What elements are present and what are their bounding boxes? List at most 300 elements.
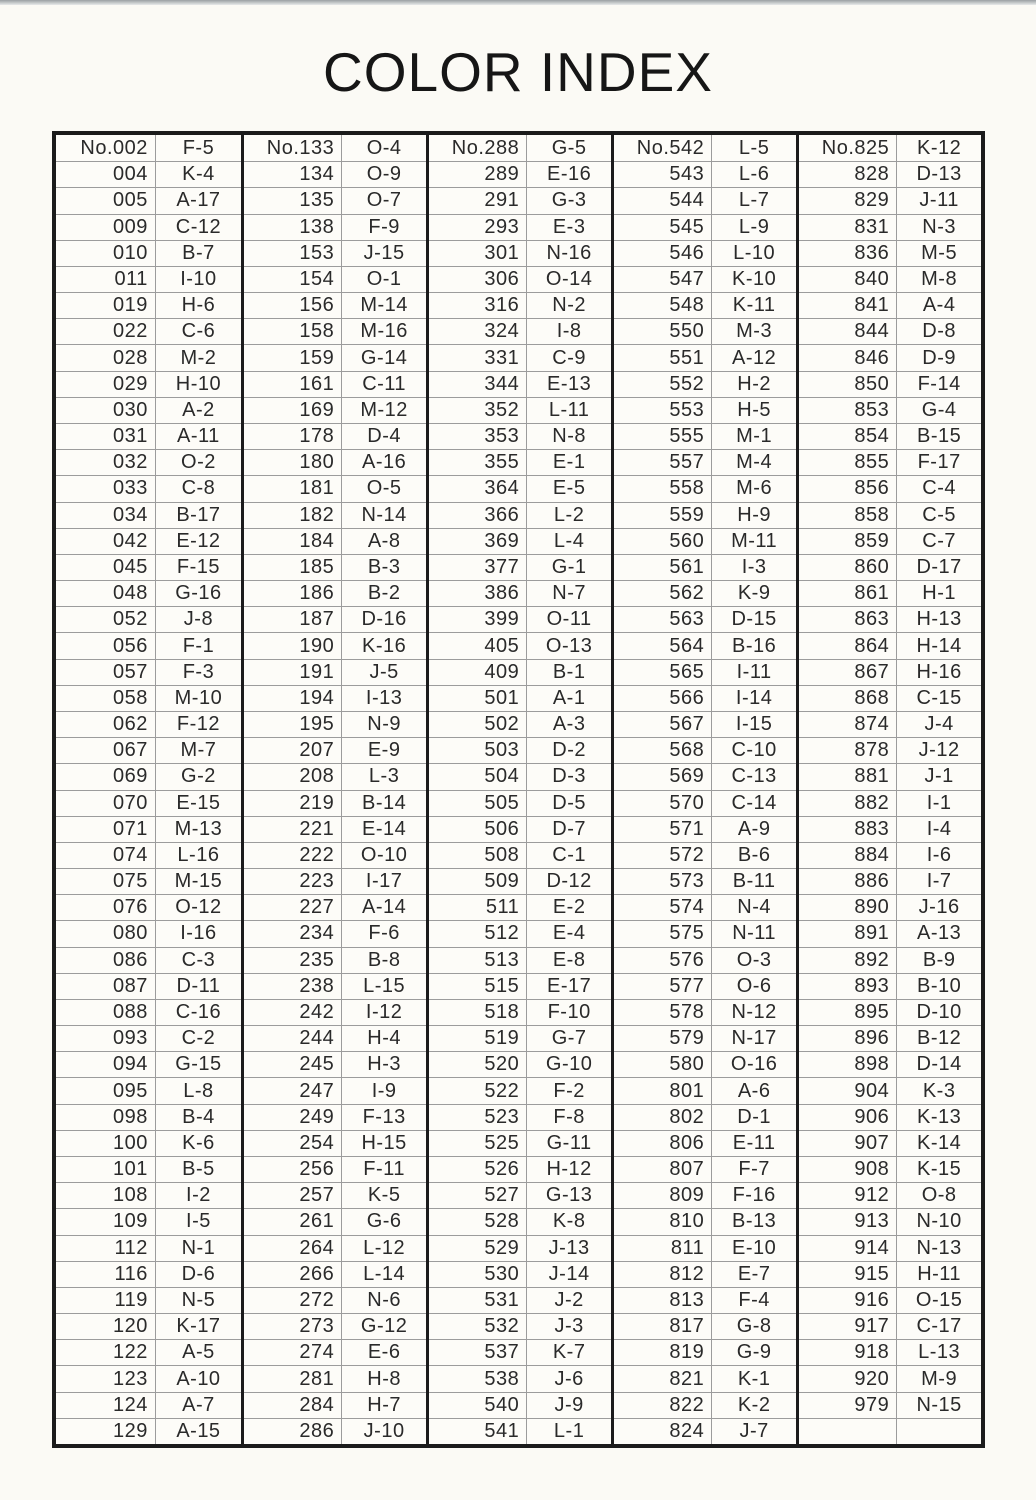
color-number-cell: 836 xyxy=(799,241,897,266)
table-row xyxy=(244,1208,426,1234)
table-row xyxy=(799,1313,981,1339)
table-row xyxy=(244,1261,426,1287)
color-code-cell: N-6 xyxy=(367,1289,401,1311)
color-number-cell: 913 xyxy=(799,1209,897,1234)
color-code-cell: O-11 xyxy=(546,608,592,631)
color-number-cell: 094 xyxy=(56,1052,156,1077)
color-number-cell: 011 xyxy=(56,267,156,292)
table-row xyxy=(429,894,611,920)
color-code-cell: A-2 xyxy=(182,398,215,421)
color-number-cell: 817 xyxy=(614,1314,712,1339)
color-code-cell: K-3 xyxy=(922,1079,956,1102)
table-row xyxy=(244,1077,426,1103)
color-code-cell: L-7 xyxy=(738,189,770,212)
color-code-cell: O-14 xyxy=(545,267,593,290)
color-number-cell: 878 xyxy=(799,738,897,763)
color-number-cell: 208 xyxy=(244,764,342,789)
color-number-cell: 916 xyxy=(799,1288,897,1313)
table-row xyxy=(799,920,981,946)
color-number-cell: 219 xyxy=(244,791,342,816)
color-number-cell: 386 xyxy=(429,581,527,606)
color-number-cell: 293 xyxy=(429,215,527,240)
color-number-cell: 019 xyxy=(56,293,156,318)
color-number-cell: 031 xyxy=(56,424,156,449)
color-number-cell: 281 xyxy=(244,1366,342,1391)
color-number-cell: 227 xyxy=(244,895,342,920)
color-code-cell: A-13 xyxy=(917,922,962,945)
table-row xyxy=(614,763,796,789)
color-code-cell: B-7 xyxy=(182,241,215,264)
color-code-cell: F-16 xyxy=(732,1184,776,1207)
table-row xyxy=(244,554,426,580)
color-code-cell: M-13 xyxy=(174,817,223,840)
color-number-cell: 506 xyxy=(429,817,527,842)
color-code-cell: D-1 xyxy=(737,1105,771,1128)
table-row xyxy=(429,528,611,554)
color-code-cell: N-13 xyxy=(916,1236,962,1259)
table-row xyxy=(799,1365,981,1391)
table-row xyxy=(429,973,611,999)
color-code-cell: L-11 xyxy=(548,398,590,421)
table-row xyxy=(429,1130,611,1156)
table-row xyxy=(799,1235,981,1261)
table-row xyxy=(614,1235,796,1261)
table-row xyxy=(614,1313,796,1339)
color-code-cell: J-7 xyxy=(739,1419,769,1442)
color-code-cell: O-9 xyxy=(366,163,402,186)
color-number-cell: 124 xyxy=(56,1393,156,1418)
color-code-cell: J-14 xyxy=(548,1262,590,1285)
color-code-cell: A-12 xyxy=(732,346,777,369)
table-row xyxy=(56,344,241,370)
color-number-cell: 528 xyxy=(429,1209,527,1234)
table-row xyxy=(56,632,241,658)
table-row xyxy=(244,711,426,737)
color-number-cell: 169 xyxy=(244,398,342,423)
color-number-cell: 890 xyxy=(799,895,897,920)
color-code-cell: E-17 xyxy=(547,974,592,997)
table-row xyxy=(244,816,426,842)
color-code-cell: C-15 xyxy=(916,686,962,709)
table-row xyxy=(244,135,426,161)
color-code-cell: B-4 xyxy=(182,1105,215,1128)
color-code-cell: I-15 xyxy=(735,713,773,736)
color-code-cell: E-10 xyxy=(732,1236,777,1259)
table-row xyxy=(56,318,241,344)
table-row xyxy=(614,920,796,946)
color-number-cell: 850 xyxy=(799,372,897,397)
color-number-cell: 553 xyxy=(614,398,712,423)
color-code-cell: N-11 xyxy=(732,922,777,945)
color-number-cell: 289 xyxy=(429,162,527,187)
table-row xyxy=(614,1130,796,1156)
color-code-cell: F-11 xyxy=(363,1158,405,1181)
table-row xyxy=(56,1313,241,1339)
color-number-cell: 908 xyxy=(799,1157,897,1182)
color-number-cell: 566 xyxy=(614,686,712,711)
table-row xyxy=(56,1339,241,1365)
color-code-cell: H-9 xyxy=(737,503,771,526)
color-number-cell: 891 xyxy=(799,921,897,946)
color-number-cell: 558 xyxy=(614,476,712,501)
table-row xyxy=(799,816,981,842)
color-code-cell: M-15 xyxy=(174,870,223,893)
color-number-cell: 186 xyxy=(244,581,342,606)
color-code-cell: I-2 xyxy=(186,1184,211,1207)
color-code-cell: G-9 xyxy=(736,1341,772,1364)
color-number-cell: 098 xyxy=(56,1105,156,1130)
color-code-cell: M-14 xyxy=(360,294,408,317)
table-row xyxy=(429,187,611,213)
color-code-cell: I-7 xyxy=(926,870,952,893)
color-number-cell: 884 xyxy=(799,843,897,868)
table-row xyxy=(614,1339,796,1365)
color-number-cell: 855 xyxy=(799,450,897,475)
table-row xyxy=(244,685,426,711)
table-row xyxy=(56,1392,241,1418)
table-row xyxy=(799,1339,981,1365)
color-code-cell: I-10 xyxy=(180,267,217,290)
color-number-cell: 979 xyxy=(799,1393,897,1418)
color-code-cell: I-8 xyxy=(556,320,582,343)
table-row xyxy=(799,580,981,606)
color-code-cell: M-3 xyxy=(736,320,773,343)
color-code-cell: E-16 xyxy=(547,163,592,186)
table-row xyxy=(429,1104,611,1130)
color-code-cell: N-9 xyxy=(367,713,401,736)
color-number-cell: 364 xyxy=(429,476,527,501)
color-number-cell: 242 xyxy=(244,1000,342,1025)
color-code-cell: B-1 xyxy=(552,660,586,683)
color-code-cell: D-2 xyxy=(552,739,586,762)
color-number-cell: 547 xyxy=(614,267,712,292)
color-number-cell: 552 xyxy=(614,372,712,397)
table-row xyxy=(799,842,981,868)
color-number-cell: 914 xyxy=(799,1236,897,1261)
color-number-cell: 112 xyxy=(56,1236,156,1261)
table-row xyxy=(244,973,426,999)
table-row xyxy=(244,1025,426,1051)
color-code-cell: J-15 xyxy=(363,241,405,264)
color-number-cell: 159 xyxy=(244,345,342,370)
table-row xyxy=(614,685,796,711)
color-code-cell: E-4 xyxy=(552,922,586,945)
table-row xyxy=(799,737,981,763)
color-number-cell: 548 xyxy=(614,293,712,318)
table-row xyxy=(799,187,981,213)
table-row xyxy=(614,266,796,292)
table-row xyxy=(614,371,796,397)
color-code-cell: D-8 xyxy=(922,320,956,343)
color-code-cell: O-4 xyxy=(366,136,402,159)
color-code-cell: C-2 xyxy=(181,1027,216,1050)
table-row xyxy=(614,606,796,632)
table-row xyxy=(614,423,796,449)
color-number-cell: 116 xyxy=(56,1262,156,1287)
table-row xyxy=(429,1051,611,1077)
table-row xyxy=(429,1313,611,1339)
table-row xyxy=(429,999,611,1025)
color-code-cell: O-10 xyxy=(360,843,408,866)
color-number-cell: 123 xyxy=(56,1366,156,1391)
color-code-cell: B-14 xyxy=(362,791,407,814)
color-number-cell: 565 xyxy=(614,660,712,685)
color-number-cell: 555 xyxy=(614,424,712,449)
color-code-cell: B-9 xyxy=(922,948,956,971)
color-code-cell: L-12 xyxy=(363,1236,406,1259)
color-number-cell: 274 xyxy=(244,1340,342,1365)
color-code-cell: J-10 xyxy=(363,1419,405,1442)
color-code-cell: L-1 xyxy=(553,1419,585,1442)
color-number-cell: 568 xyxy=(614,738,712,763)
color-number-cell: 858 xyxy=(799,503,897,528)
color-code-cell: O-3 xyxy=(736,948,772,971)
table-row xyxy=(614,816,796,842)
color-code-cell: B-17 xyxy=(176,503,221,526)
table-row xyxy=(799,266,981,292)
color-number-cell: 093 xyxy=(56,1026,156,1051)
table-row xyxy=(614,1418,796,1444)
color-number-cell: 518 xyxy=(429,1000,527,1025)
color-number-cell: 257 xyxy=(244,1183,342,1208)
color-code-cell: L-16 xyxy=(177,843,220,866)
color-code-cell: B-15 xyxy=(917,425,962,448)
color-number-cell: 181 xyxy=(244,476,342,501)
color-code-cell: N-2 xyxy=(552,294,586,317)
table-row xyxy=(799,1182,981,1208)
table-row xyxy=(56,1156,241,1182)
table-row xyxy=(429,554,611,580)
color-number-cell: 807 xyxy=(614,1157,712,1182)
color-number-cell: 187 xyxy=(244,607,342,632)
color-number-cell: 505 xyxy=(429,791,527,816)
color-number-cell: 519 xyxy=(429,1026,527,1051)
color-number-cell: 530 xyxy=(429,1262,527,1287)
color-code-cell: O-16 xyxy=(730,1053,778,1076)
color-code-cell: D-14 xyxy=(916,1053,962,1076)
color-code-cell: N-14 xyxy=(361,503,407,526)
color-code-cell: C-11 xyxy=(362,372,407,395)
color-code-cell: A-9 xyxy=(737,817,771,840)
color-code-cell: L-10 xyxy=(733,241,776,264)
color-code-cell: E-1 xyxy=(552,451,586,474)
color-number-cell: 912 xyxy=(799,1183,897,1208)
table-row xyxy=(244,894,426,920)
table-row xyxy=(799,1392,981,1418)
color-number-cell: 030 xyxy=(56,398,156,423)
table-row xyxy=(56,842,241,868)
table-row xyxy=(244,763,426,789)
color-code-cell: J-1 xyxy=(924,765,954,788)
table-row xyxy=(614,1025,796,1051)
table-row xyxy=(244,1235,426,1261)
table-row xyxy=(244,344,426,370)
color-code-cell: J-11 xyxy=(919,189,959,212)
color-number-cell: 822 xyxy=(614,1393,712,1418)
table-row xyxy=(614,528,796,554)
color-code-cell: I-17 xyxy=(365,870,403,893)
table-row xyxy=(614,449,796,475)
color-number-cell: 810 xyxy=(614,1209,712,1234)
color-number-cell: 377 xyxy=(429,555,527,580)
table-row xyxy=(799,161,981,187)
color-code-cell: L-3 xyxy=(368,765,400,788)
color-code-cell: E-3 xyxy=(552,215,586,238)
table-column-group xyxy=(241,135,426,1444)
color-number-cell: 056 xyxy=(56,633,156,658)
color-number-cell: 032 xyxy=(56,450,156,475)
color-code-cell: K-7 xyxy=(552,1341,586,1364)
color-number-cell: 896 xyxy=(799,1026,897,1051)
color-number-cell: 564 xyxy=(614,633,712,658)
table-row xyxy=(56,161,241,187)
color-code-cell: E-12 xyxy=(176,529,221,552)
color-number-cell: 324 xyxy=(429,319,527,344)
color-number-cell: 917 xyxy=(799,1314,897,1339)
color-number-cell: 180 xyxy=(244,450,342,475)
table-row xyxy=(614,973,796,999)
color-number-cell: 572 xyxy=(614,843,712,868)
color-index-table xyxy=(52,131,985,1448)
table-row xyxy=(614,737,796,763)
color-number-cell: 846 xyxy=(799,345,897,370)
table-row xyxy=(799,606,981,632)
table-row xyxy=(56,606,241,632)
color-number-cell: 840 xyxy=(799,267,897,292)
color-number-cell: 509 xyxy=(429,869,527,894)
color-number-cell: 344 xyxy=(429,372,527,397)
color-code-cell: I-14 xyxy=(735,686,773,709)
table-row xyxy=(799,1418,981,1444)
color-code-cell: I-16 xyxy=(180,922,217,945)
color-number-cell: 108 xyxy=(56,1183,156,1208)
color-number-cell: 841 xyxy=(799,293,897,318)
color-number-cell: 234 xyxy=(244,921,342,946)
color-number-cell: 071 xyxy=(56,817,156,842)
table-row xyxy=(429,1392,611,1418)
color-number-cell: 120 xyxy=(56,1314,156,1339)
color-number-cell: 158 xyxy=(244,319,342,344)
color-code-cell: I-11 xyxy=(736,660,772,683)
table-row xyxy=(429,685,611,711)
color-code-cell: C-1 xyxy=(552,843,586,866)
table-row xyxy=(56,894,241,920)
color-code-cell: H-6 xyxy=(181,294,216,317)
table-row xyxy=(429,711,611,737)
table-row xyxy=(614,1104,796,1130)
color-code-cell: F-15 xyxy=(176,555,220,578)
table-row xyxy=(429,1418,611,1444)
table-row xyxy=(56,1104,241,1130)
color-number-cell: No.542 xyxy=(614,135,712,161)
table-row xyxy=(56,947,241,973)
color-code-cell: L-8 xyxy=(183,1079,214,1102)
color-number-cell: 010 xyxy=(56,241,156,266)
table-row xyxy=(56,973,241,999)
color-number-cell: 538 xyxy=(429,1366,527,1391)
color-number-cell: 821 xyxy=(614,1366,712,1391)
color-code-cell: N-7 xyxy=(552,582,586,605)
table-row xyxy=(429,344,611,370)
color-code-cell: G-7 xyxy=(551,1027,587,1050)
table-row xyxy=(56,449,241,475)
color-code-cell: J-6 xyxy=(554,1367,584,1390)
table-row xyxy=(429,214,611,240)
color-code-cell: B-11 xyxy=(732,870,776,893)
color-number-cell: 806 xyxy=(614,1131,712,1156)
color-code-cell: I-9 xyxy=(371,1079,397,1102)
table-row xyxy=(429,1025,611,1051)
table-row xyxy=(429,318,611,344)
table-row xyxy=(799,292,981,318)
color-code-cell: E-2 xyxy=(552,896,586,919)
color-number-cell: 009 xyxy=(56,215,156,240)
table-row xyxy=(429,868,611,894)
color-code-cell: L-4 xyxy=(553,529,585,552)
color-code-cell: M-11 xyxy=(731,529,778,552)
color-number-cell: 562 xyxy=(614,581,712,606)
color-number-cell: 194 xyxy=(244,686,342,711)
color-code-cell: K-15 xyxy=(917,1158,962,1181)
color-number-cell: 523 xyxy=(429,1105,527,1130)
table-row xyxy=(244,1418,426,1444)
table-row xyxy=(244,397,426,423)
color-code-cell: F-9 xyxy=(368,215,400,238)
table-row xyxy=(244,790,426,816)
table-row xyxy=(614,894,796,920)
table-row xyxy=(614,1182,796,1208)
color-code-cell: C-9 xyxy=(552,346,586,369)
color-code-cell: H-16 xyxy=(916,660,962,683)
table-row xyxy=(799,973,981,999)
table-row xyxy=(244,1130,426,1156)
table-row xyxy=(56,1077,241,1103)
table-row xyxy=(56,187,241,213)
color-code-cell: N-10 xyxy=(916,1210,962,1233)
color-number-cell: 178 xyxy=(244,424,342,449)
color-code-cell: F-6 xyxy=(368,922,400,945)
color-number-cell: 004 xyxy=(56,162,156,187)
color-code-cell: D-16 xyxy=(361,608,407,631)
table-row xyxy=(429,1339,611,1365)
table-row xyxy=(429,842,611,868)
color-code-cell: E-11 xyxy=(732,1131,776,1154)
table-row xyxy=(244,947,426,973)
color-number-cell: 856 xyxy=(799,476,897,501)
color-number-cell: 266 xyxy=(244,1262,342,1287)
color-number-cell: 057 xyxy=(56,660,156,685)
color-code-cell: B-2 xyxy=(367,582,401,605)
color-code-cell: H-11 xyxy=(917,1262,962,1285)
table-row xyxy=(244,187,426,213)
color-number-cell: 409 xyxy=(429,660,527,685)
color-number-cell: 254 xyxy=(244,1131,342,1156)
color-number-cell: 853 xyxy=(799,398,897,423)
table-row xyxy=(429,947,611,973)
color-number-cell: 316 xyxy=(429,293,527,318)
table-row xyxy=(614,554,796,580)
color-number-cell: 867 xyxy=(799,660,897,685)
color-number-cell: 904 xyxy=(799,1078,897,1103)
table-row xyxy=(429,266,611,292)
color-number-cell: 560 xyxy=(614,529,712,554)
table-row xyxy=(799,999,981,1025)
color-code-cell: L-13 xyxy=(918,1341,961,1364)
table-row xyxy=(799,214,981,240)
color-number-cell: 067 xyxy=(56,738,156,763)
table-row xyxy=(429,763,611,789)
color-code-cell: D-10 xyxy=(916,1001,962,1024)
